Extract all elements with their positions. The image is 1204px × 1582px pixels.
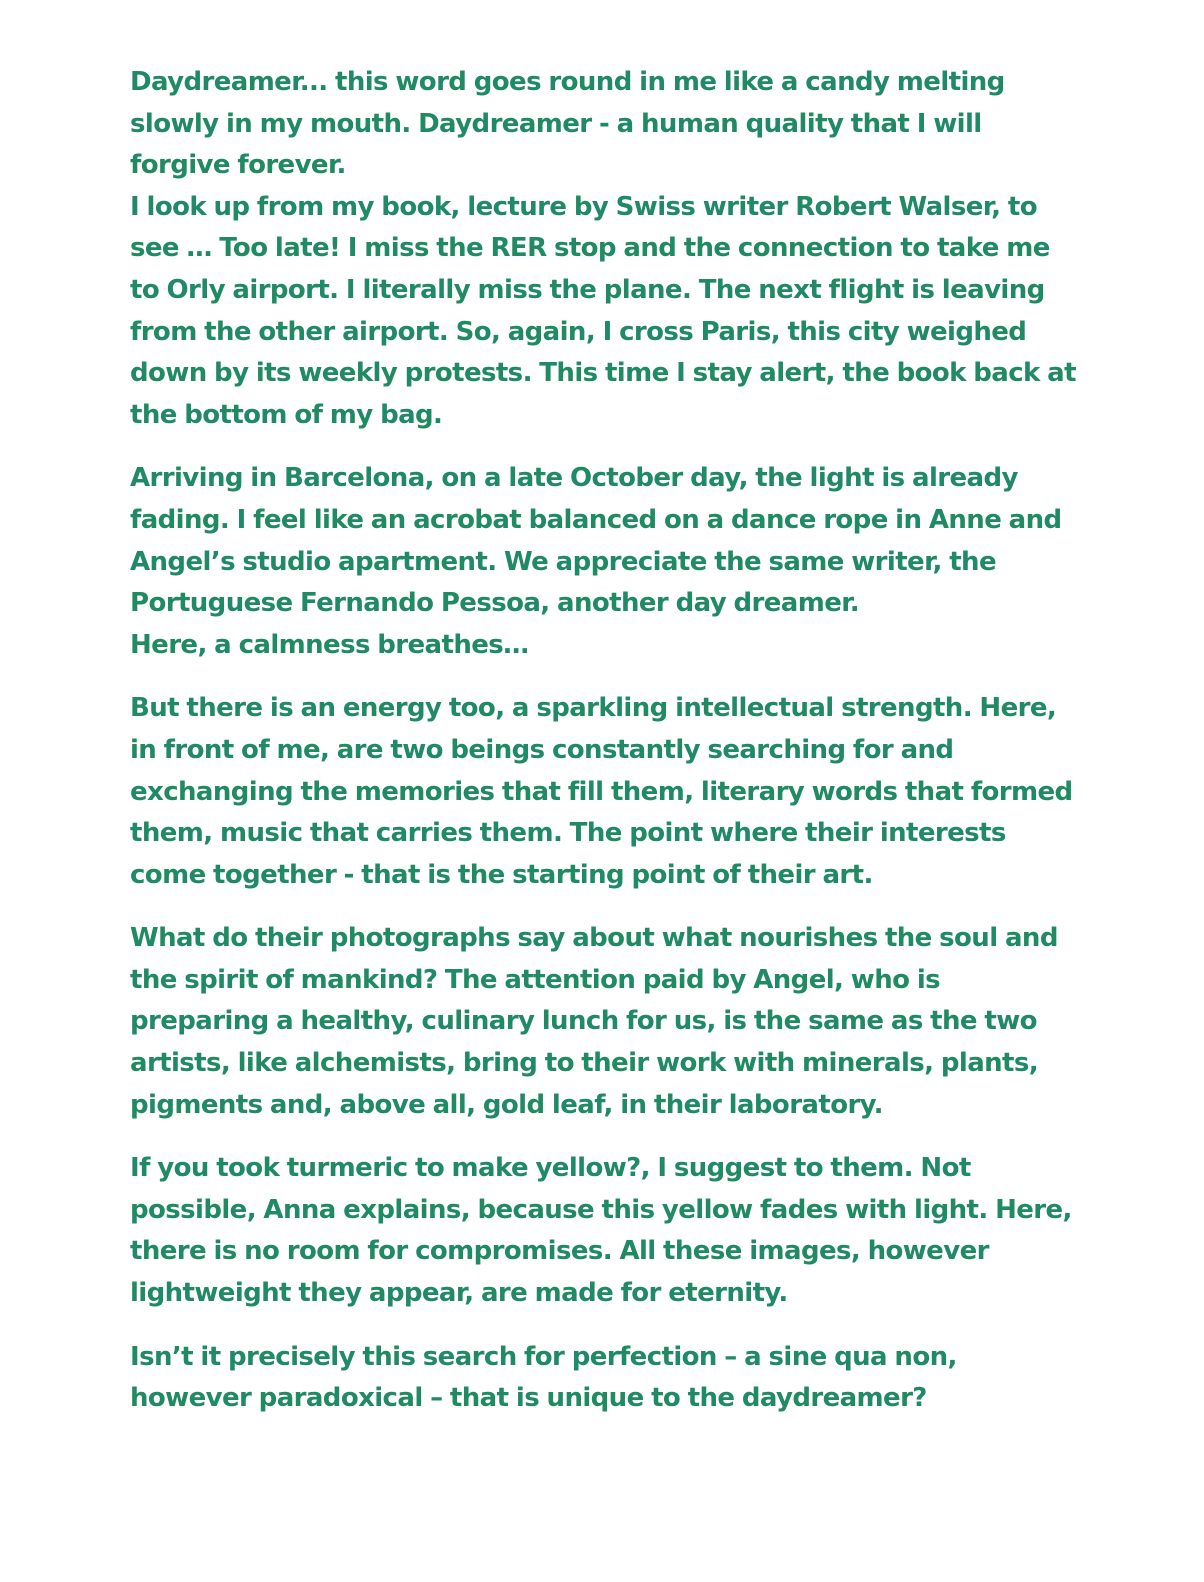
paragraph-6 bbox=[130, 1337, 1080, 1420]
paragraph-1 bbox=[130, 62, 1080, 436]
paragraph-line: Here, a calmness breathes… bbox=[130, 629, 529, 660]
paragraph-5 bbox=[130, 1148, 1080, 1314]
paragraph-line: What do their photographs say about what nourishes the soul and the spirit of mankind? The attention paid by Angel, who is preparing a healthy, culinary lunch for us, is the same as the two artists, like alchemists, bring to their work with minerals, plants, pigments and, above all, gold leaf, in their laboratory. bbox=[130, 923, 1058, 1120]
paragraph-line: Arriving in Barcelona, on a late October day, the light is already fading. I feel like an acrobat balanced on a dance rope in Anne and Angel’s studio apartment. We appreciate the same writer, the Portuguese Fernando Pessoa, another day dreamer. bbox=[130, 463, 1062, 619]
paragraph-line: I look up from my book, lecture by Swiss writer Robert Walser, to see … Too late! I miss the RER stop and the connection to take me to Orly airport. I literally miss the plane. The next flight is leaving from the other airport. So, again, I cross Paris, this city weighed down by its weekly protests. This time I stay alert, the book back at the bottom of my bag. bbox=[130, 191, 1076, 430]
paragraph-2 bbox=[130, 458, 1080, 666]
paragraph-line: Daydreamer... this word goes round in me like a candy melting slowly in my mouth. Daydreamer - a human quality that I will forgive forever. bbox=[130, 67, 1005, 181]
paragraph-line: If you took turmeric to make yellow?, I suggest to them. Not possible, Anna explains, because this yellow fades with light. Here, there is no room for compromises. All these images, however lightweight they appear, are made for eternity. bbox=[130, 1153, 1072, 1309]
paragraph-4 bbox=[130, 918, 1080, 1126]
paragraph-line: Isn’t it precisely this search for perfection – a sine qua non, however paradoxical – that is unique to the daydreamer? bbox=[130, 1341, 957, 1414]
article-text bbox=[130, 62, 1080, 1442]
paragraph-line: But there is an energy too, a sparkling intellectual strength. Here, in front of me, are two beings constantly searching for and exchanging the memories that fill them, literary words that formed them, music that carries them. The point where their interests come together - that is the starting point of their art. bbox=[130, 693, 1073, 890]
paragraph-3 bbox=[130, 688, 1080, 896]
